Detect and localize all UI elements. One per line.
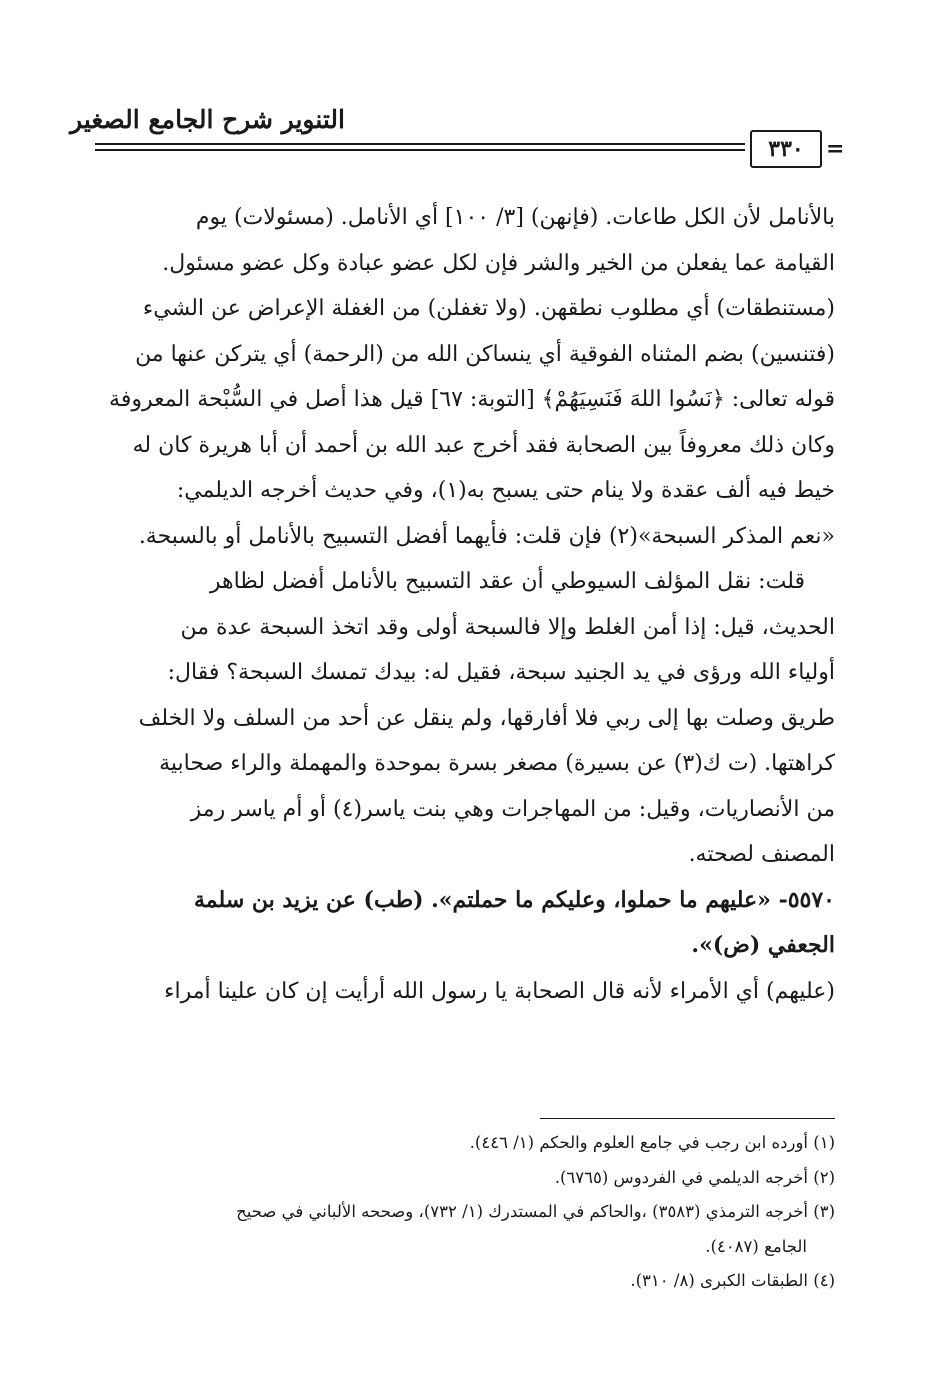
text-line: القيامة عما يفعلن من الخير والشر فإن لكل عضو عبادة وكل عضو مسئول.: [162, 250, 835, 276]
text-line: الحديث، قيل: إذا أمن الغلط وإلا فالسبحة أولى وقد اتخذ السبحة عدة من: [180, 614, 835, 640]
text-line: (مستنطقات) أي مطلوب نطقهن. (ولا تغفلن) من الغفلة الإعراض عن الشيء: [142, 296, 835, 321]
header-double-rule: [95, 143, 745, 151]
text-line: المصنف لصحته.: [688, 842, 835, 867]
page-number-box: [750, 130, 822, 168]
footnotes: [100, 1126, 835, 1299]
footnote-2: (٢) أخرجه الديلمي في الفردوس (٦٧٦٥).: [554, 1167, 835, 1187]
footnote-1: (١) أورده ابن رجب في جامع العلوم والحكم (١/ ٤٤٦).: [469, 1133, 835, 1152]
footnote-4: (٤) الطبقات الكبرى (٨/ ٣١٠).: [630, 1271, 835, 1290]
text-line: «نعم المذكر السبحة»(٢) فإن قلت: فأيهما أفضل التسبيح بالأنامل أو بالسبحة.: [138, 523, 835, 549]
text-line: (عليهم) أي الأمراء لأنه قال الصحابة يا رسول الله أرأيت إن كان علينا أمراء: [164, 978, 835, 1004]
text-line: وكان ذلك معروفاً بين الصحابة فقد أخرج عبد الله بن أحمد أن أبا هريرة كان له: [132, 432, 835, 458]
text-line: بالأنامل لأن الكل طاعات. (فإنهن) [٣/ ١٠٠] أي الأنامل. (مسئولات) يوم: [195, 205, 835, 230]
page-number: ٣٣٠: [768, 136, 804, 162]
page-number-marker: =: [826, 136, 845, 162]
hadith-entry-line: ٥٥٧٠- «عليهم ما حملوا، وعليكم ما حملتم». (طب) عن يزيد بن سلمة: [194, 886, 835, 913]
hadith-entry-line: الجعفي (ض)».: [691, 932, 835, 958]
text-line: من الأنصاريات، وقيل: من المهاجرات وهي بنت ياسر(٤) أو أم ياسر رمز: [190, 796, 835, 822]
text-line: خيط فيه ألف عقدة ولا ينام حتى يسبح به(١)، وفي حديث أخرجه الديلمي:: [176, 478, 835, 503]
text-line: قوله تعالى: ﴿نَسُوا اللهَ فَنَسِيَهُمْ﴾ [التوبة: ٦٧] قيل هذا أصل في السُّبْحة المعروفة: [109, 387, 835, 412]
text-line: قلت: نقل المؤلف السيوطي أن عقد التسبيح بالأنامل أفضل لظاهر: [209, 569, 805, 594]
text-line: أولياء الله ورؤى في يد الجنيد سبحة، فقيل له: بيدك تمسك السبحة؟ فقال:: [167, 660, 835, 685]
footnote-3-continuation: الجامع (٤٠٨٧).: [705, 1236, 807, 1256]
main-text: [100, 195, 835, 1014]
footnote-separator: [540, 1118, 835, 1119]
footnote-3: (٣) أخرجه الترمذي (٣٥٨٣) ،والحاكم في المستدرك (١/ ٧٣٢)، وصححه الألباني في صحيح: [236, 1202, 835, 1221]
text-line: كراهتها. (ت ك(٣) عن بسيرة) مصغر بسرة بموحدة والمهملة والراء صحابية: [159, 751, 835, 776]
text-line: طريق وصلت بها إلى ربي فلا أفارقها، ولم ينقل عن أحد من السلف ولا الخلف: [138, 705, 835, 731]
text-line: (فتنسين) بضم المثناه الفوقية أي ينساكن الله من (الرحمة) أي يتركن عنها من: [135, 341, 835, 367]
running-header-title: التنوير شرح الجامع الصغير: [70, 105, 345, 134]
